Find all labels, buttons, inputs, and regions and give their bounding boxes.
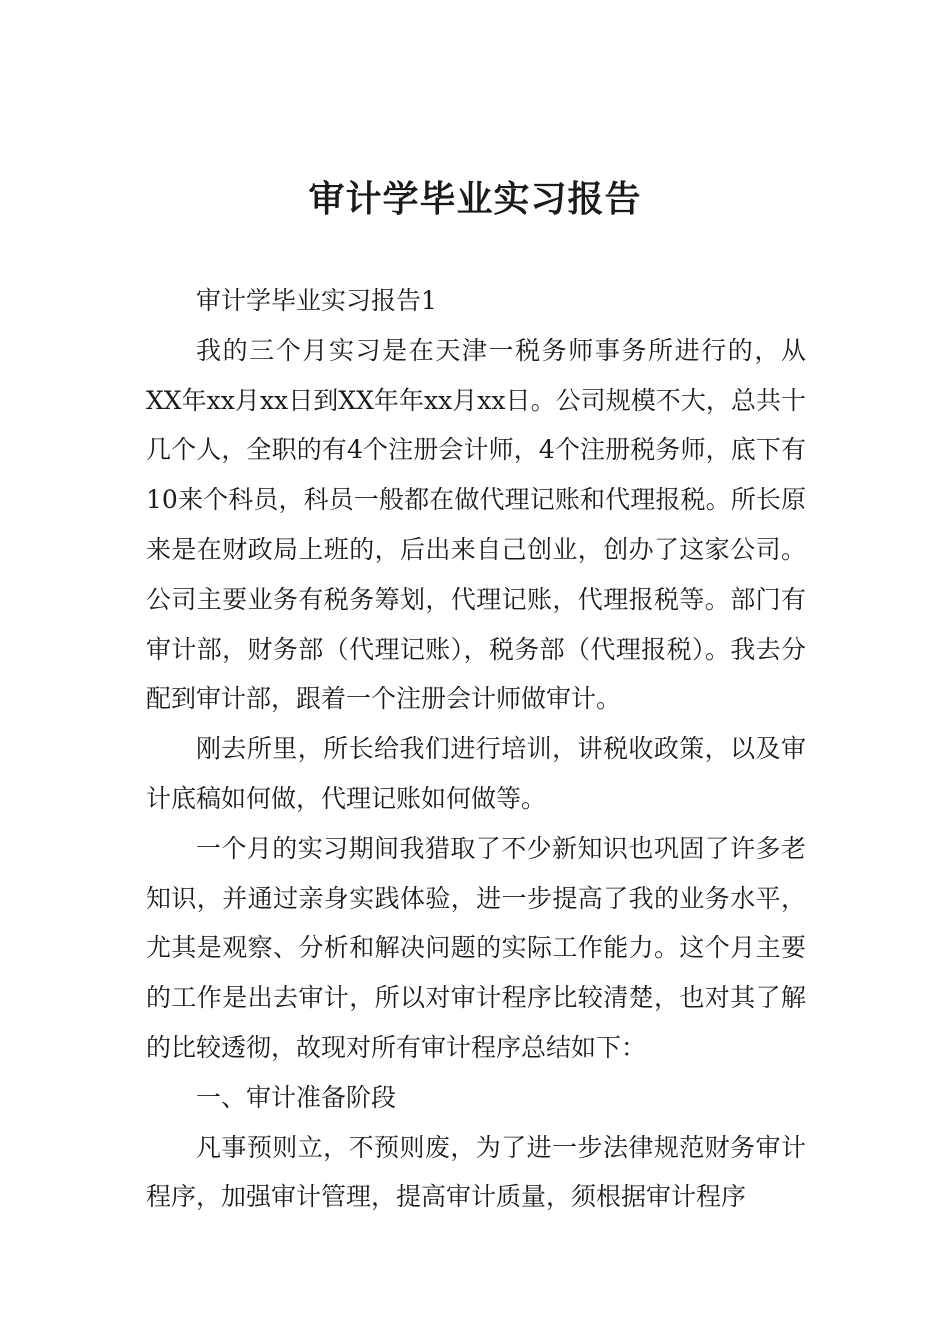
paragraph-knowledge-gained: 一个月的实习期间我猎取了不少新知识也巩固了许多老知识，并通过亲身实践体验，进一步提高了我的业务水平，尤其是观察、分析和解决问题的实际工作能力。这个月主要的工作是出去审计，所以对审计程序比较清楚，也对其了解的比较透彻，故现对所有审计程序总结如下： [146, 833, 806, 1062]
paragraph-internship-overview: 我的三个月实习是在天津一税务师事务所进行的，从XX年xx月xx日到XX年年xx月xx日。公司规模不大，总共十几个人，全职的有4个注册会计师，4个注册税务师，底下有10来个科员，科员一般都在做代理记账和代理报税。所长原来是在财政局上班的，后出来自己创业，创办了这家公司。公司主要业务有税务筹划，代理记账，代理报税等。部门有审计部，财务部（代理记账），税务部（代理报税）。我去分配到审计部，跟着一个注册会计师做审计。 [146, 335, 806, 714]
document-body [146, 276, 806, 1222]
section-heading-audit-preparation: 一、审计准备阶段 [196, 1082, 397, 1112]
paragraph-audit-preparation: 凡事预则立，不预则废，为了进一步法律规范财务审计程序，加强审计管理，提高审计质量，须根据审计程序 [146, 1132, 806, 1212]
report-subtitle: 审计学毕业实习报告1 [196, 286, 437, 315]
document-title: 审计学毕业实习报告 [308, 179, 642, 220]
paragraph-training: 刚去所里，所长给我们进行培训，讲税收政策，以及审计底稿如何做，代理记账如何做等。 [146, 734, 806, 813]
